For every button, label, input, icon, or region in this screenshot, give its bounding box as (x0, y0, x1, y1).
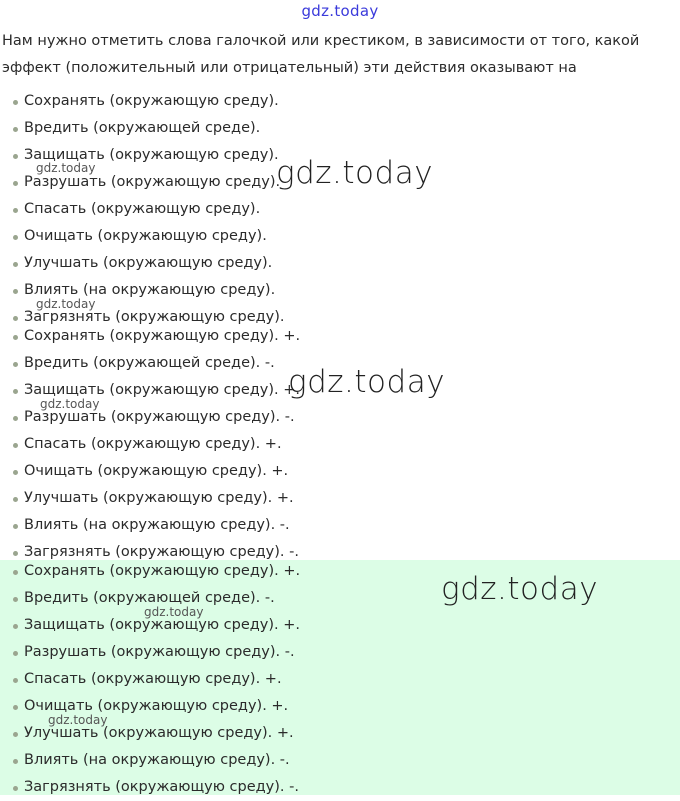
list-item: Сохранять (окружающую среду). +. (0, 323, 680, 350)
list-item: Спасать (окружающую среду). +. (0, 431, 680, 458)
list-item: Загрязнять (окружающую среду). -. (0, 774, 680, 801)
word-list-marked (0, 323, 680, 566)
watermark-large: gdz.today (276, 155, 434, 191)
list-item: Загрязнять (окружающую среду). (0, 304, 680, 331)
list-item: Очищать (окружающую среду). +. (0, 458, 680, 485)
list-item: Влиять (на окружающую среду). (0, 277, 680, 304)
list-item: Спасать (окружающую среду). (0, 196, 680, 223)
list-item: Защищать (окружающую среду). (0, 142, 680, 169)
watermark-small: gdz.today (36, 161, 96, 175)
list-item: Сохранять (окружающую среду). +. (0, 558, 680, 585)
list-item: Защищать (окружающую среду). +. (0, 612, 680, 639)
list-item: Разрушать (окружающую среду). (0, 169, 680, 196)
watermark-large: gdz.today (288, 364, 446, 400)
list-item: Влиять (на окружающую среду). -. (0, 747, 680, 774)
list-item: Вредить (окружающей среде). -. (0, 585, 680, 612)
list-item: Улучшать (окружающую среду). +. (0, 720, 680, 747)
list-item: Вредить (окружающей среде). (0, 115, 680, 142)
site-header-watermark: gdz.today (301, 2, 379, 20)
watermark-small: gdz.today (144, 605, 204, 619)
list-item: Очищать (окружающую среду). +. (0, 693, 680, 720)
list-item: Сохранять (окружающую среду). (0, 88, 680, 115)
list-item: Загрязнять (окружающую среду). -. (0, 539, 680, 566)
list-item: Спасать (окружающую среду). +. (0, 666, 680, 693)
watermark-large: gdz.today (441, 571, 599, 607)
list-item: Улучшать (окружающую среду). +. (0, 485, 680, 512)
list-item: Защищать (окружающую среду). +. (0, 377, 680, 404)
watermark-small: gdz.today (36, 297, 96, 311)
task-intro-text: Нам нужно отметить слова галочкой или крестиком, в зависимости от того, какой эффект (положительный или отрицательный) эти действия оказывают на (2, 33, 640, 76)
word-list-plain (0, 88, 680, 331)
list-item: Очищать (окружающую среду). (0, 223, 680, 250)
list-item: Влиять (на окружающую среду). -. (0, 512, 680, 539)
list-item: Разрушать (окружающую среду). -. (0, 639, 680, 666)
list-item: Разрушать (окружающую среду). -. (0, 404, 680, 431)
watermark-small: gdz.today (40, 397, 100, 411)
list-item: Вредить (окружающей среде). -. (0, 350, 680, 377)
watermark-small: gdz.today (48, 713, 108, 727)
list-item: Улучшать (окружающую среду). (0, 250, 680, 277)
